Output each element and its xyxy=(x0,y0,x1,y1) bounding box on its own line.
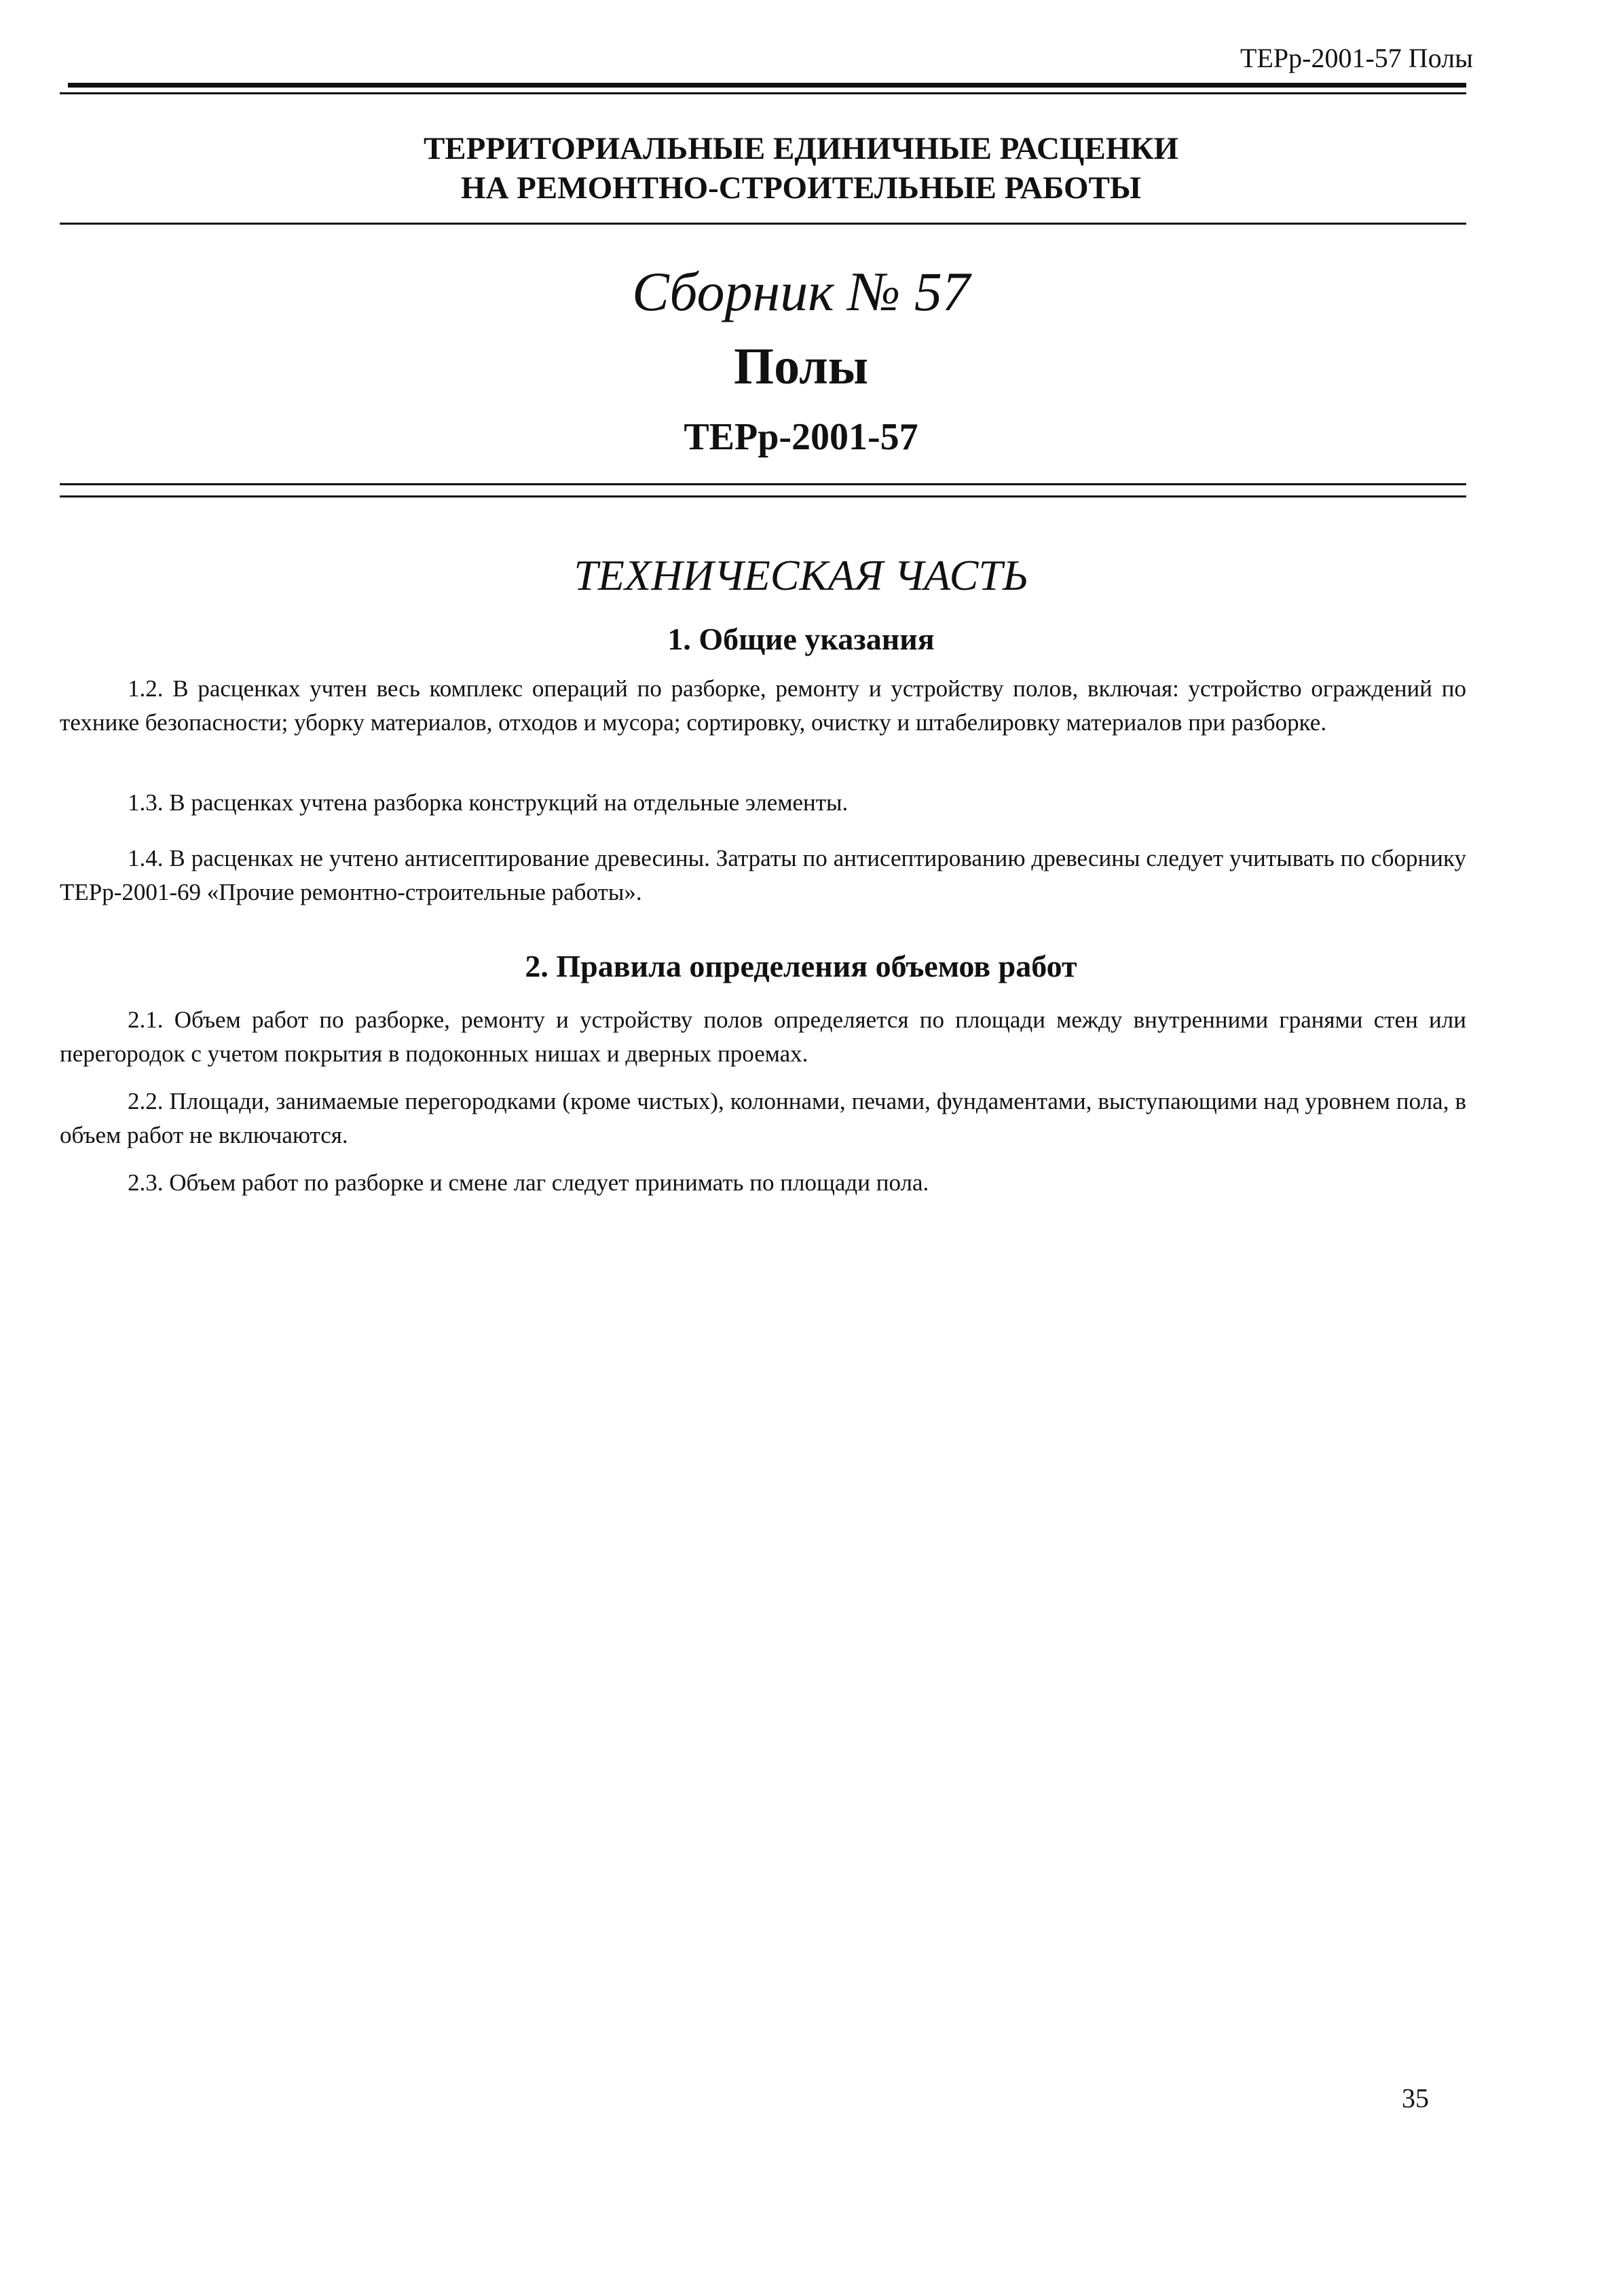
paragraph: 1.2. В расценках учтен весь комплекс операций по разборке, ремонту и устройству полов, включая: устройство ограждений по технике безопасности; уборку материалов, отходов и мусора; сортировку, очистку и штабелировку материалов при разборке. xyxy=(60,675,1466,736)
paragraph: 2.2. Площади, занимаемые перегородками (кроме чистых), колоннами, печами, фундаментами, выступающими над уровнем пола, в объем работ не включаются. xyxy=(60,1088,1466,1148)
heading-rule xyxy=(60,223,1466,225)
collection-title: Сборник № 57 xyxy=(632,261,970,322)
document-heading xyxy=(0,129,1602,208)
document-code: ТЕРр-2001-57 xyxy=(684,416,918,458)
page-number: 35 xyxy=(1402,2083,1429,2113)
heading-line-2: НА РЕМОНТНО-СТРОИТЕЛЬНЫЕ РАБОТЫ xyxy=(460,170,1142,206)
heading-line-1: ТЕРРИТОРИАЛЬНЫЕ ЕДИНИЧНЫЕ РАСЦЕНКИ xyxy=(423,131,1179,166)
header-rule-thick xyxy=(68,83,1466,88)
header-rule-thin xyxy=(60,92,1466,94)
paragraph: 1.3. В расценках учтена разборка конструкций на отдельные элементы. xyxy=(128,789,849,816)
document-title: Полы xyxy=(733,338,869,395)
paragraph: 1.4. В расценках не учтено антисептирование древесины. Затраты по антисептированию древесины следует учитывать по сборнику ТЕРр-2001-69 «Прочие ремонтно-строительные работы». xyxy=(60,845,1466,905)
part-title: ТЕХНИЧЕСКАЯ ЧАСТЬ xyxy=(574,551,1028,599)
paragraph: 2.3. Объем работ по разборке и смене лаг следует принимать по площади пола. xyxy=(128,1169,929,1196)
section-title: 2. Правила определения объемов работ xyxy=(525,949,1077,983)
paragraph: 2.1. Объем работ по разборке, ремонту и устройству полов определяется по площади между внутренними гранями стен или перегородок с учетом покрытия в подоконных нишах и дверных проемах. xyxy=(60,1006,1466,1067)
title-rule-lower xyxy=(60,495,1466,497)
running-header: ТЕРр-2001-57 Полы xyxy=(1240,43,1473,73)
title-rule-upper xyxy=(60,483,1466,485)
section-title: 1. Общие указания xyxy=(667,622,935,656)
